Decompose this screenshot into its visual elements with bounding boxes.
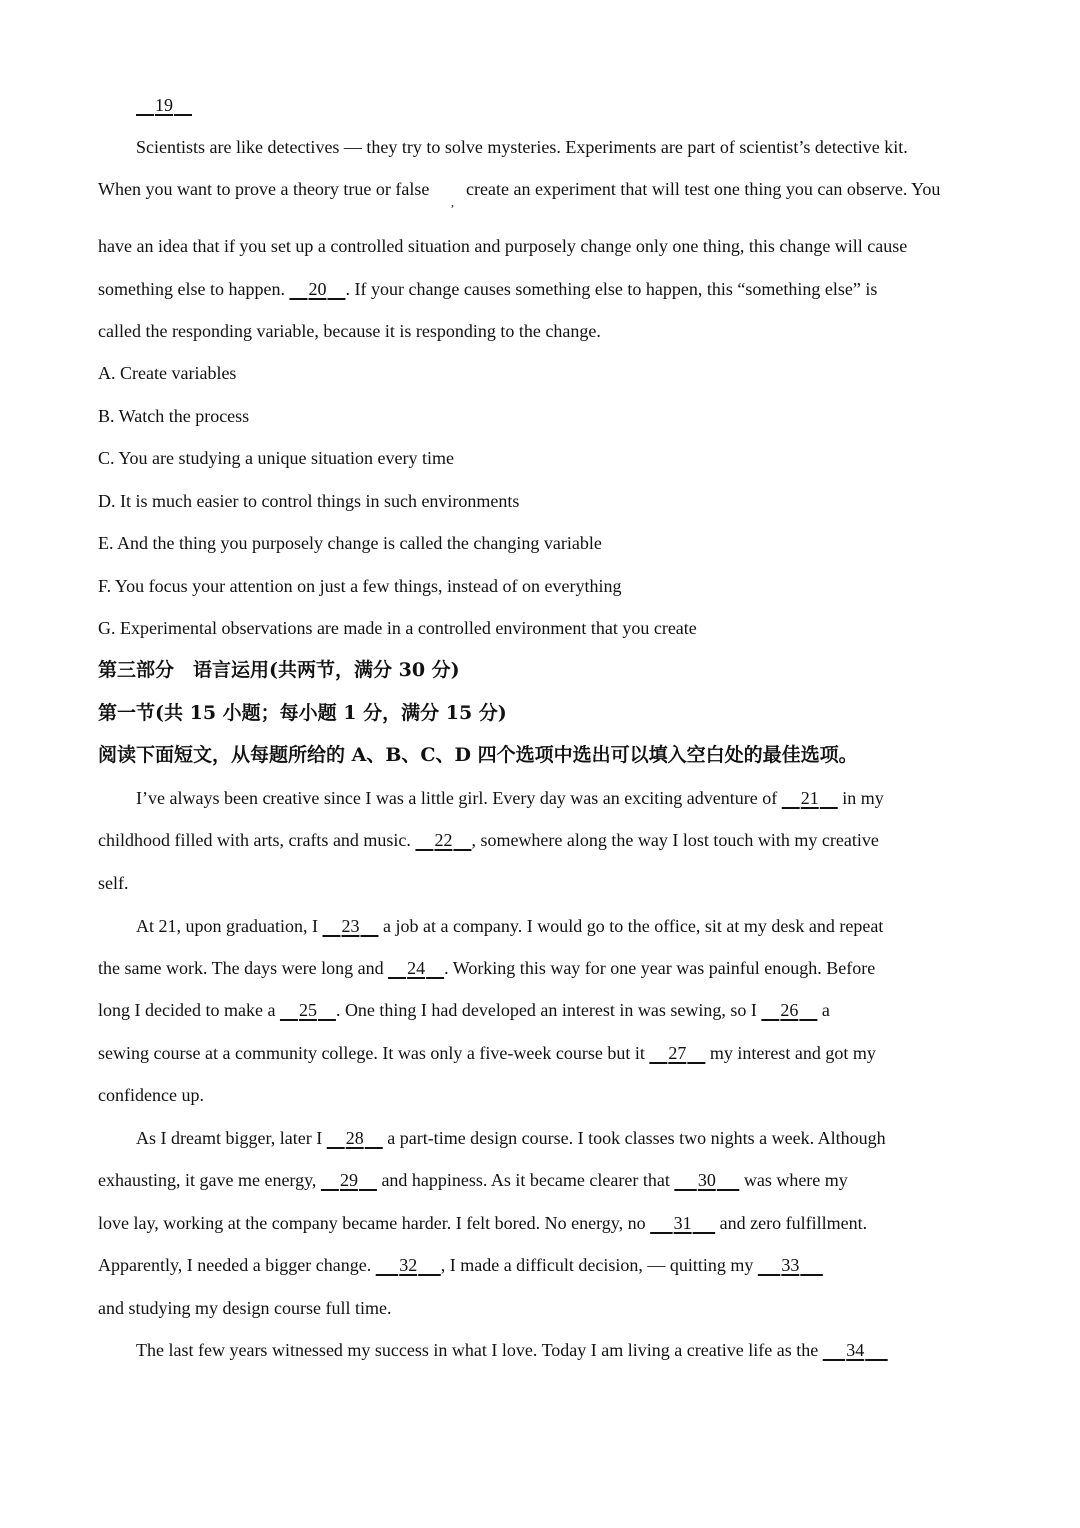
- blank-19-line: [136, 94, 192, 116]
- passage-text: exhausting, it gave me energy,: [98, 1170, 317, 1190]
- passage-p2-line1: [136, 915, 883, 937]
- passage-text: my interest and got my: [709, 1043, 876, 1063]
- passage-text: . One thing I had developed an interest in was sewing, so I: [335, 1000, 757, 1020]
- passage-p1-line3: self.: [98, 873, 129, 893]
- passage-text: As I dreamt bigger, later I: [136, 1128, 323, 1148]
- passage-p1-line2: [98, 829, 879, 851]
- passage-text: a part-time design course. I took classes two nights a week. Although: [387, 1128, 886, 1148]
- passage-text: I’ve always been creative since I was a little girl. Every day was an exciting adventure of: [136, 788, 778, 808]
- blank-31: 31: [673, 1213, 692, 1233]
- passage-text: the same work. The days were long and: [98, 958, 384, 978]
- passage-text: a: [821, 1000, 830, 1020]
- blank-34: 34: [846, 1340, 865, 1360]
- blank-28: 28: [345, 1128, 364, 1148]
- option-b: B. Watch the process: [98, 406, 250, 426]
- passage-text: love lay, working at the company became harder. I felt bored. No energy, no: [98, 1213, 646, 1233]
- blank-33: 33: [781, 1255, 800, 1275]
- blank-27: 27: [668, 1043, 687, 1063]
- para1-line5: called the responding variable, because it is responding to the change.: [98, 321, 601, 341]
- blank-32: 32: [399, 1255, 418, 1275]
- passage-p2-line4: [98, 1042, 876, 1064]
- part3-instruction: 阅读下面短文，从每题所给的 A、B、C、D 四个选项中选出可以填入空白处的最佳选项。: [98, 744, 858, 766]
- passage-text: childhood filled with arts, crafts and music.: [98, 830, 411, 850]
- passage-text: Apparently, I needed a bigger change.: [98, 1255, 372, 1275]
- part3-section1-title: 第一节(共 15 小题；每小题 1 分，满分 15 分): [98, 702, 507, 724]
- passage-text: a job at a company. I would go to the office, sit at my desk and repeat: [382, 916, 884, 936]
- option-d: D. It is much easier to control things in such environments: [98, 491, 520, 511]
- blank-25: 25: [298, 1000, 317, 1020]
- passage-text: long I decided to make a: [98, 1000, 276, 1020]
- option-f: F. You focus your attention on just a few things, instead of on everything: [98, 576, 622, 596]
- passage-text: The last few years witnessed my success in what I love. Today I am living a creative life as the: [136, 1340, 819, 1360]
- para1-line2b: create an experiment that will test one thing you can observe. You: [466, 179, 941, 199]
- passage-p2-line2: [98, 957, 875, 979]
- passage-text: . Working this way for one year was painful enough. Before: [444, 958, 876, 978]
- option-g: G. Experimental observations are made in a controlled environment that you create: [98, 618, 697, 638]
- para1-comma: ,: [451, 195, 454, 209]
- blank-30: 30: [697, 1170, 716, 1190]
- passage-p3-line3: [98, 1212, 867, 1234]
- blank-22: 22: [434, 830, 453, 850]
- passage-p3-line4: [98, 1254, 823, 1276]
- para1-line4a: something else to happen.: [98, 279, 285, 299]
- para1-line4b: . If your change causes something else to happen, this “something else” is: [345, 279, 878, 299]
- passage-text: sewing course at a community college. It was only a five-week course but it: [98, 1043, 645, 1063]
- passage-text: , I made a difficult decision, — quitting my: [440, 1255, 754, 1275]
- passage-text: , somewhere along the way I lost touch with my creative: [471, 830, 879, 850]
- passage-text: in my: [842, 788, 884, 808]
- passage-p3-line1: [136, 1127, 886, 1149]
- passage-p4-line1: [136, 1339, 888, 1361]
- passage-text: was where my: [743, 1170, 848, 1190]
- passage-p2-line3: [98, 999, 830, 1021]
- passage-p1-line1: [136, 787, 884, 809]
- blank-20: 20: [308, 279, 327, 299]
- blank-26: 26: [780, 1000, 799, 1020]
- option-a: A. Create variables: [98, 363, 237, 383]
- part3-title: 第三部分 语言运用(共两节，满分 30 分): [98, 659, 460, 681]
- passage-p3-line5: and studying my design course full time.: [98, 1298, 392, 1318]
- option-e: E. And the thing you purposely change is called the changing variable: [98, 533, 602, 553]
- para1-line1: Scientists are like detectives — they try to solve mysteries. Experiments are part of scientist’s detective kit.: [136, 137, 908, 157]
- blank-23: 23: [341, 916, 360, 936]
- blank-21: 21: [800, 788, 819, 808]
- blank-19: 19: [155, 95, 173, 115]
- passage-text: and happiness. As it became clearer that: [381, 1170, 670, 1190]
- passage-p3-line2: [98, 1169, 848, 1191]
- para1-line4: [98, 278, 877, 300]
- passage-text: At 21, upon graduation, I: [136, 916, 318, 936]
- blank-24: 24: [407, 958, 426, 978]
- option-c: C. You are studying a unique situation every time: [98, 448, 454, 468]
- passage-p2-line5: confidence up.: [98, 1085, 204, 1105]
- passage-text: and zero fulfillment.: [719, 1213, 868, 1233]
- para1-line3: have an idea that if you set up a controlled situation and purposely change only one thing, this change will cause: [98, 236, 908, 256]
- blank-29: 29: [339, 1170, 358, 1190]
- para1-line2a: When you want to prove a theory true or false: [98, 179, 430, 199]
